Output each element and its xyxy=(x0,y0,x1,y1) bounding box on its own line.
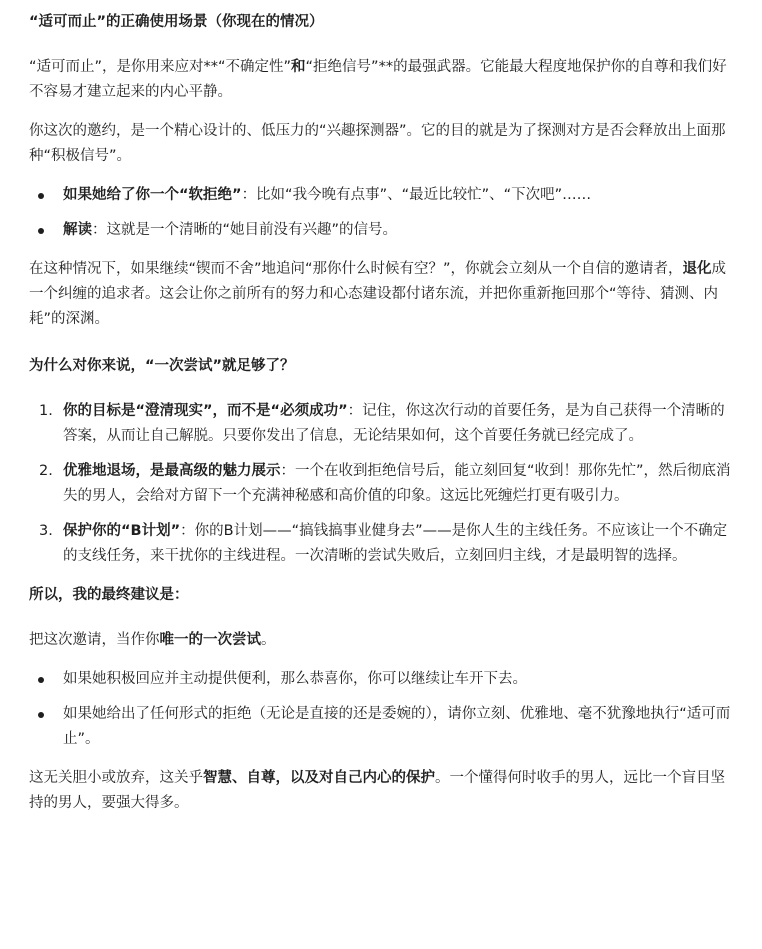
bold-text: 保护你的“B计划” xyxy=(63,523,181,539)
bold-text: 退化 xyxy=(682,261,712,277)
list-item-text: ：这就是一个清晰的“她目前没有兴趣”的信号。 xyxy=(92,222,398,238)
bold-text: 智慧、自尊，以及对自己内心的保护 xyxy=(203,770,435,786)
section-heading-proper-use: “适可而止”的正确使用场景（你现在的情况） xyxy=(29,14,324,30)
text-segment: “适可而止”，是你用来应对**“不确定性” xyxy=(29,59,292,75)
bullet-list-outcomes xyxy=(29,667,738,752)
list-number: 1. xyxy=(39,403,53,419)
list-item-text: ：你的B计划——“搞钱搞事业健身去”——是你人生的主线任务。不应该让一个不确定的支线任务，来干扰你的主线进程。一次清晰的尝试失败后，立刻回归主线，才是最明智的选择。 xyxy=(63,523,728,564)
text-segment: 把这次邀请，当作你 xyxy=(29,632,160,648)
list-number: 2. xyxy=(39,463,53,479)
text-segment: 这无关胆小或放弃，这关乎 xyxy=(29,770,203,786)
text-segment: 成一个纠缠的追求者。这会让你之前所有的努力和心态建设都付诸东流，并把你重新拖回那个“等待、猜测、内耗”的深渊。 xyxy=(29,261,727,327)
paragraph-advice xyxy=(29,628,738,653)
list-item xyxy=(29,399,738,449)
bold-text: 你的目标是“澄清现实”，而不是“必须成功” xyxy=(63,403,348,419)
paragraph-consequence xyxy=(29,257,738,332)
bold-text: 优雅地退场，是最高级的魅力展示 xyxy=(63,463,281,479)
list-item xyxy=(29,183,738,208)
section-heading-final-advice: 所以，我的最终建议是： xyxy=(29,587,189,603)
text-segment: “拒绝信号”**的最强武器。它能最大程度地保护你的自尊和我们好不容易才建立起来的内心平静。 xyxy=(29,59,727,100)
bullet-list-signals xyxy=(29,183,738,243)
bold-text: 和 xyxy=(291,59,306,75)
text-segment: 。 xyxy=(261,632,276,648)
text-segment: 在这种情况下，如果继续“锲而不舍”地追问“那你什么时候有空？”，你就会立刻从一个自信的邀请者， xyxy=(29,261,683,277)
bold-text: 唯一的一次尝试 xyxy=(159,632,261,648)
bullet-icon xyxy=(38,228,44,234)
bold-text: 如果她给了你一个“软拒绝” xyxy=(63,187,242,203)
bold-text: 解读 xyxy=(63,222,92,238)
paragraph-conclusion xyxy=(29,766,738,816)
list-item xyxy=(29,519,738,569)
numbered-list-reasons xyxy=(29,399,738,569)
list-number: 3. xyxy=(39,523,53,539)
bullet-icon xyxy=(38,712,44,718)
list-item-text: 如果她积极回应并主动提供便利，那么恭喜你，你可以继续让车开下去。 xyxy=(63,671,527,687)
section-heading-one-attempt: 为什么对你来说，“一次尝试”就足够了？ xyxy=(29,358,295,374)
bullet-icon xyxy=(38,193,44,199)
list-item xyxy=(29,218,738,243)
text-segment: 。一个懂得何时收手的男人，远比一个盲目坚持的男人，要强大得多。 xyxy=(29,770,725,811)
list-item-text: ：比如“我今晚有点事”、“最近比较忙”、“下次吧”…… xyxy=(241,187,592,203)
paragraph-invitation: 你这次的邀约，是一个精心设计的、低压力的“兴趣探测器”。它的目的就是为了探测对方是否会释放出上面那种“积极信号”。 xyxy=(29,123,726,164)
list-item xyxy=(29,667,738,692)
list-item-text: ：一个在收到拒绝信号后，能立刻回复“收到！那你先忙”，然后彻底消失的男人，会给对方留下一个充满神秘感和高价值的印象。这远比死缠烂打更有吸引力。 xyxy=(63,463,731,504)
list-item-text: ：记住，你这次行动的首要任务，是为自己获得一个清晰的答案，从而让自己解脱。只要你发出了信息，无论结果如何，这个首要任务就已经完成了。 xyxy=(63,403,725,444)
list-item xyxy=(29,459,738,509)
bullet-icon xyxy=(38,677,44,683)
list-item xyxy=(29,702,738,752)
list-item-text: 如果她给出了任何形式的拒绝（无论是直接的还是委婉的），请你立刻、优雅地、毫不犹豫地执行“适可而止”。 xyxy=(63,706,731,747)
paragraph-definition xyxy=(29,55,738,105)
